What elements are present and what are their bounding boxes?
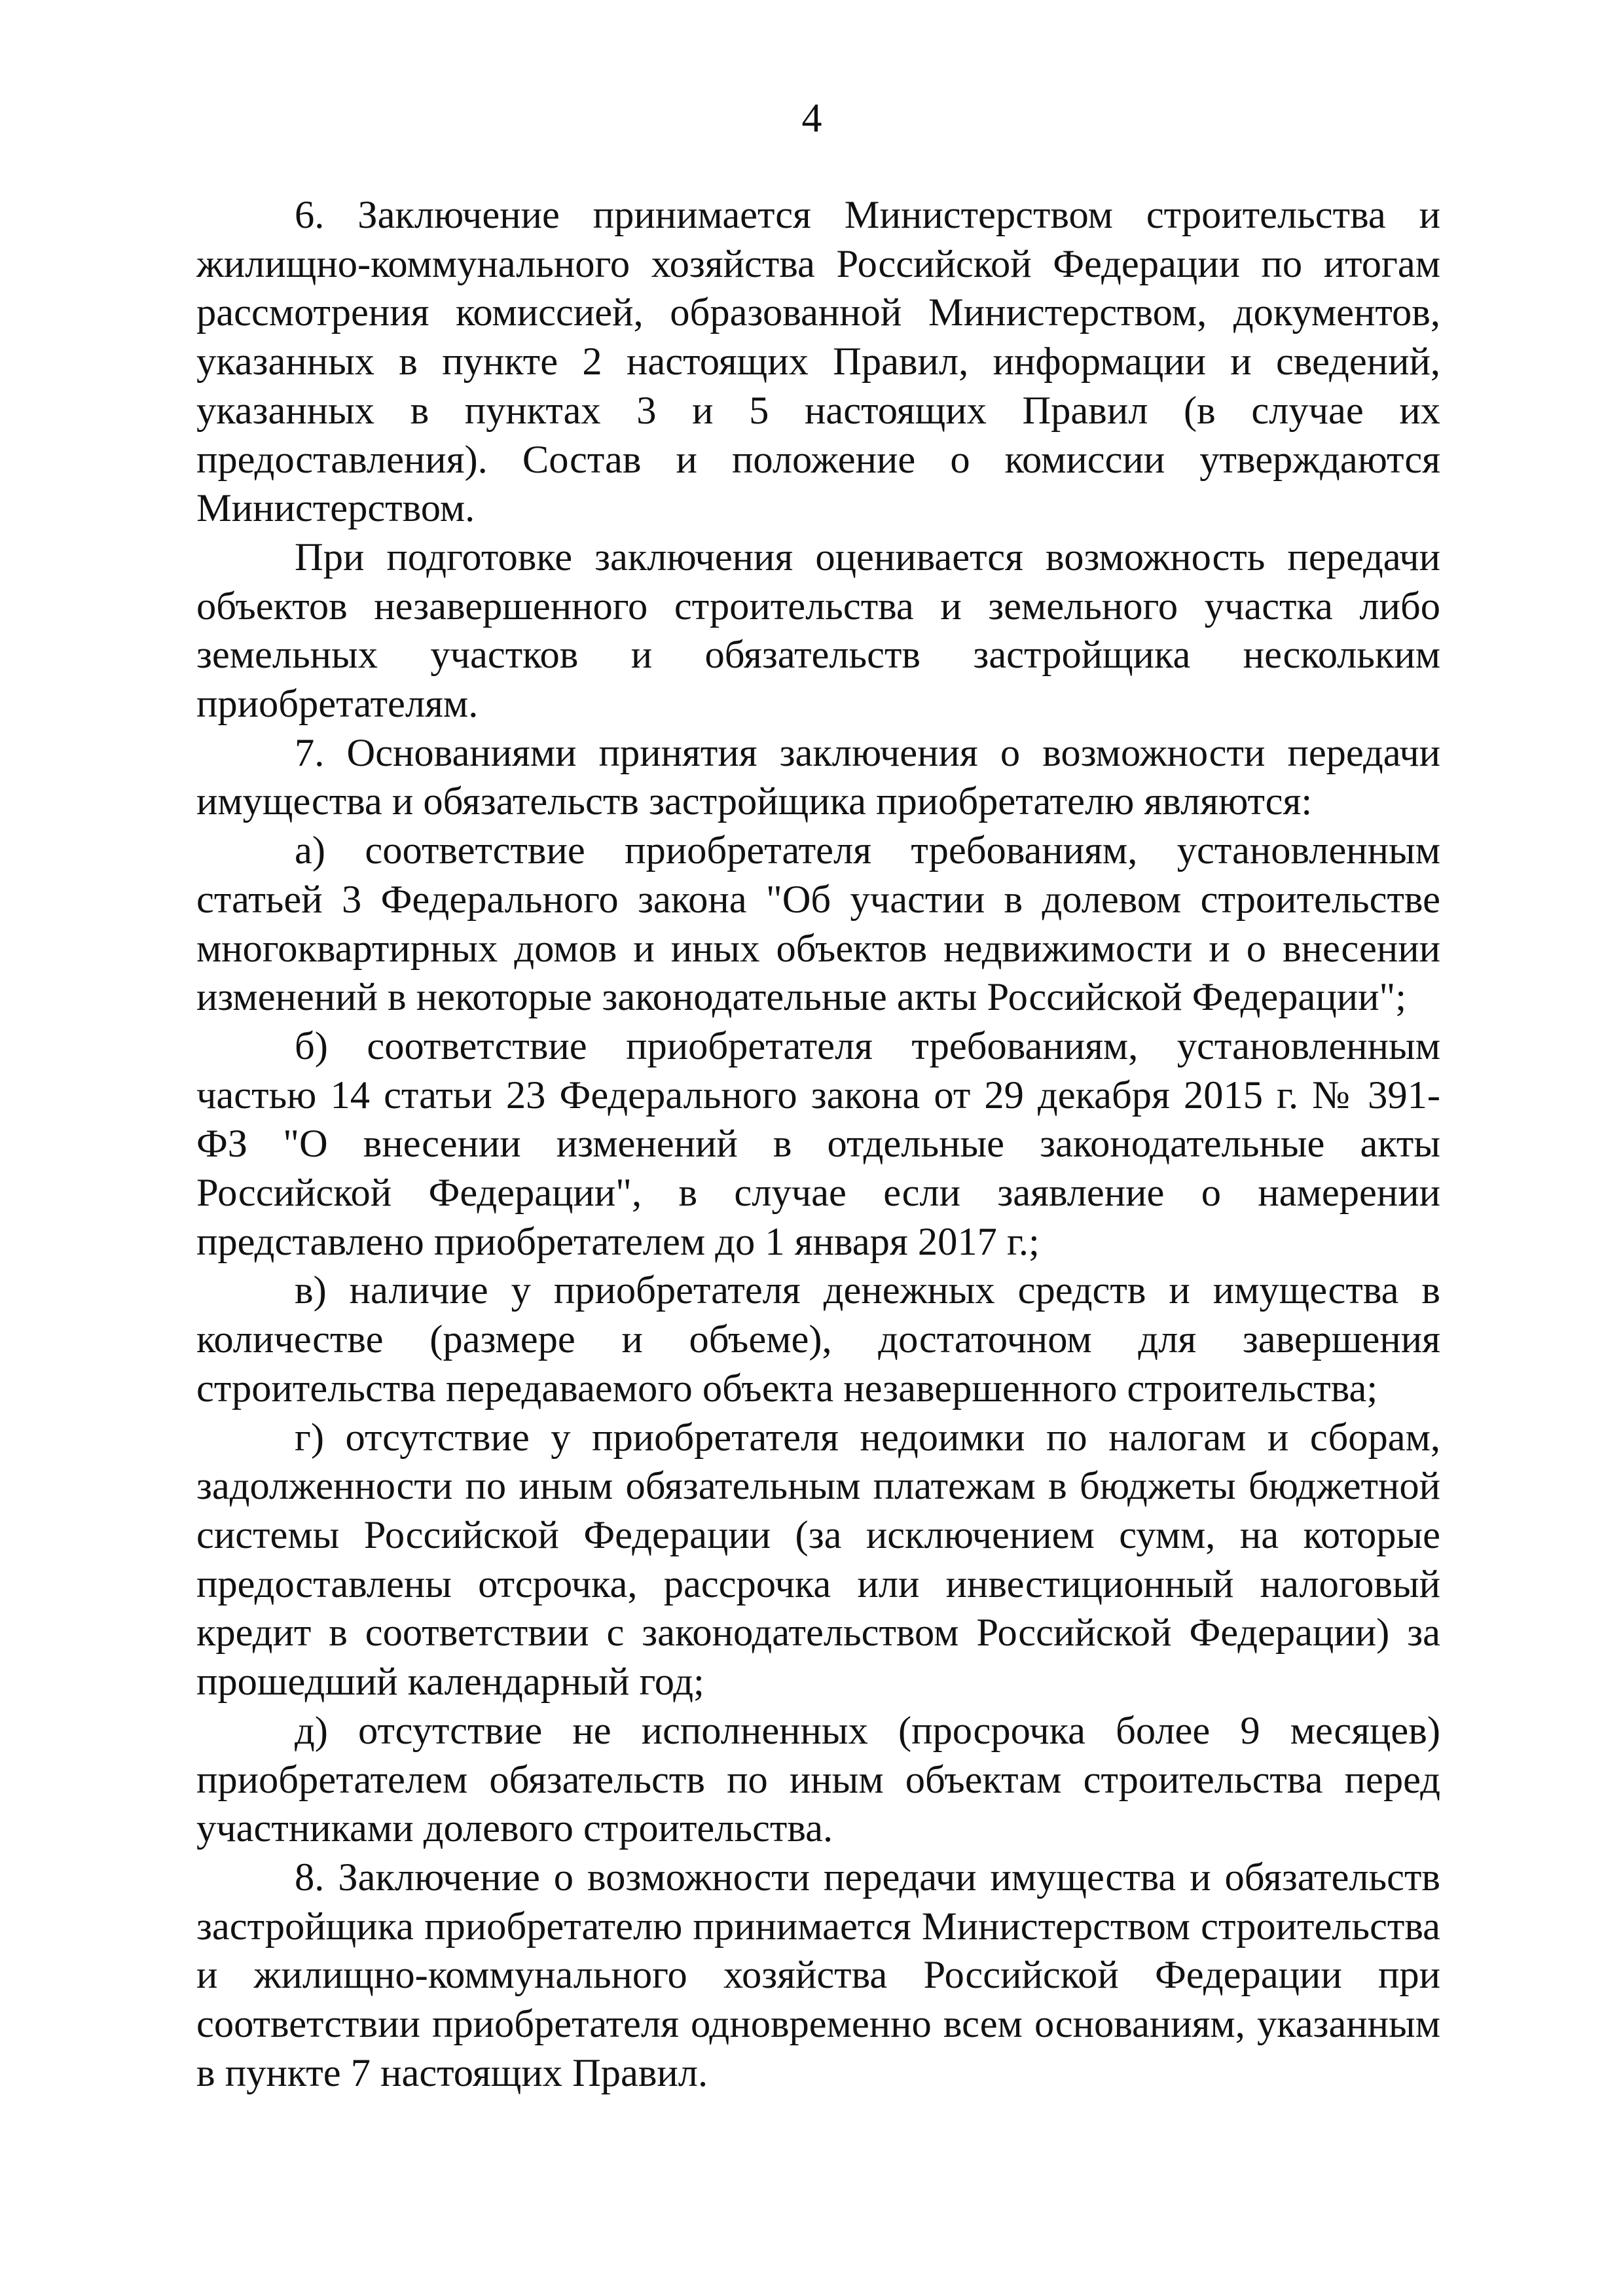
paragraph-7: 7. Основаниями принятия заключения о возможности передачи имущества и обязательств застройщика приобретателю являются: (196, 730, 1440, 824)
paragraph-7-item-b: б) соответствие приобретателя требованиям, установленным частью 14 статьи 23 Федерального закона от 29 декабря 2015 г. № 391-ФЗ "О внесении изменений в отдельные законодательные акты Российской Федерации", в случае если заявление о намерении представлено приобретателем до 1 января 2017 г.; (196, 1024, 1440, 1264)
document-body (196, 191, 1440, 2098)
page-number: 4 (801, 96, 822, 141)
paragraph-6: 6. Заключение принимается Министерством строительства и жилищно-коммунального хозяйства Российской Федерации по итогам рассмотрения комиссией, образованной Министерством, документов, указанных в пункте 2 настоящих Правил, информации и сведений, указанных в пунктах 3 и 5 настоящих Правил (в случае их предоставления). Состав и положение о комиссии утверждаются Министерством. (196, 193, 1440, 531)
paragraph-7-item-v: в) наличие у приобретателя денежных средств и имущества в количестве (размере и объеме), достаточном для завершения строительства передаваемого объекта незавершенного строительства; (196, 1268, 1440, 1410)
paragraph-7-item-g: г) отсутствие у приобретателя недоимки по налогам и сборам, задолженности по иным обязательным платежам в бюджеты бюджетной системы Российской Федерации (за исключением сумм, на которые предоставлены отсрочка, рассрочка или инвестиционный налоговый кредит в соответствии с законодательством Российской Федерации) за прошедший календарный год; (196, 1415, 1440, 1704)
paragraph-7-item-d: д) отсутствие не исполненных (просрочка более 9 месяцев) приобретателем обязательств по иным объектам строительства перед участниками долевого строительства. (196, 1708, 1440, 1851)
paragraph-7-item-a: а) соответствие приобретателя требованиям, установленным статьей 3 Федерального закона "Об участии в долевом строительстве многоквартирных домов и иных объектов недвижимости и о внесении изменений в некоторые законодательные акты Российской Федерации"; (196, 829, 1440, 1020)
paragraph-6-assessment: При подготовке заключения оценивается возможность передачи объектов незавершенного строительства и земельного участка либо земельных участков и обязательств застройщика нескольким приобретателям. (196, 535, 1440, 726)
paragraph-8: 8. Заключение о возможности передачи имущества и обязательств застройщика приобретателю принимается Министерством строительства и жилищно-коммунального хозяйства Российской Федерации при соответствии приобретателя одновременно всем основаниям, указанным в пункте 7 настоящих Правил. (196, 1855, 1440, 2095)
